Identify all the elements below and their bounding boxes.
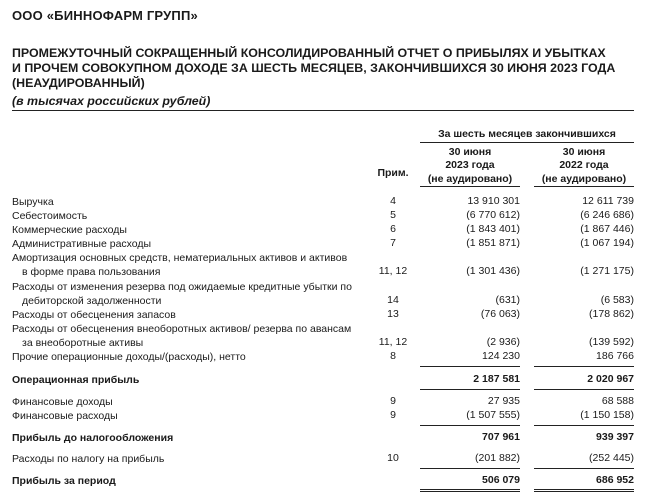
period-header: За шесть месяцев закончившихся: [438, 128, 616, 140]
row-value-2022: (252 445): [589, 452, 634, 464]
report-title-line: (НЕАУДИРОВАННЫЙ): [12, 76, 145, 90]
row-label: Прибыль до налогообложения: [12, 432, 174, 444]
row-label: Расходы от изменения резерва под ожидаемые кредитные убытки по: [12, 281, 352, 293]
grand-total-double-rule: [420, 489, 520, 492]
subtotal-rule: [534, 366, 634, 367]
row-value-2023: 707 961: [482, 431, 520, 443]
row-value-2022: 186 766: [596, 350, 634, 362]
row-value-2022: 686 952: [596, 474, 634, 486]
subtotal-rule: [534, 468, 634, 469]
period-header-rule: [420, 142, 634, 143]
column-header-line: (не аудировано): [541, 172, 627, 185]
row-value-2023: (1 851 871): [466, 237, 520, 249]
subtotal-rule: [420, 468, 520, 469]
row-note: 4: [390, 195, 396, 207]
row-label-continuation: за внеоборотные активы: [22, 337, 144, 349]
row-note: 13: [387, 308, 399, 320]
row-value-2023: (1 507 555): [466, 409, 520, 421]
subtotal-rule: [420, 366, 520, 367]
grand-total-double-rule: [534, 489, 634, 492]
subtotal-rule: [534, 389, 634, 390]
row-note: 10: [387, 452, 399, 464]
row-value-2022: (6 583): [600, 294, 634, 306]
row-value-2022: 2 020 967: [587, 373, 634, 385]
row-value-2023: (201 882): [475, 452, 520, 464]
units-underline: [12, 110, 634, 111]
row-value-2023: (631): [495, 294, 520, 306]
row-note: 11, 12: [378, 265, 408, 277]
row-value-2023: 27 935: [487, 395, 520, 407]
column-header-line: 2023 года: [445, 159, 495, 172]
row-value-2023: (1 301 436): [466, 265, 520, 277]
row-value-2022: (139 592): [589, 336, 634, 348]
row-value-2022: (1 067 194): [580, 237, 634, 249]
row-note: 5: [390, 209, 396, 221]
row-label: Расходы по налогу на прибыль: [12, 453, 165, 465]
row-value-2022: (178 862): [589, 308, 634, 320]
column-header-line: 30 июня: [562, 146, 606, 158]
row-label-continuation: дебиторской задолженности: [22, 295, 162, 307]
company-name: ООО «БИННОФАРМ ГРУПП»: [12, 8, 198, 23]
row-value-2022: (1 271 175): [580, 265, 634, 277]
column-header-line: 30 июня: [448, 146, 492, 158]
row-value-2022: 939 397: [596, 431, 634, 443]
row-label: Расходы от обесценения запасов: [12, 309, 176, 321]
subtotal-rule: [420, 389, 520, 390]
row-label: Себестоимость: [12, 210, 88, 222]
row-label: Прочие операционные доходы/(расходы), нетто: [12, 351, 246, 363]
row-note: 9: [390, 395, 396, 407]
row-value-2022: 12 611 739: [582, 195, 634, 207]
row-value-2023: (1 843 401): [466, 223, 520, 235]
row-label: Административные расходы: [12, 238, 152, 250]
note-column-header: Прим.: [377, 167, 409, 179]
row-label: Финансовые доходы: [12, 396, 113, 408]
column-header-line: (не аудировано): [427, 172, 513, 185]
column-header-rule: [534, 186, 634, 187]
row-label: Расходы от обесценения внеоборотных активов/ резерва по авансам: [12, 323, 352, 335]
column-header-2023: [420, 146, 520, 186]
row-value-2022: (1 867 446): [580, 223, 634, 235]
row-note: 14: [387, 294, 399, 306]
row-value-2023: (2 936): [486, 336, 520, 348]
row-note: 8: [390, 350, 396, 362]
row-note: 11, 12: [378, 336, 408, 348]
row-value-2023: (76 063): [480, 308, 520, 320]
row-note: 6: [390, 223, 396, 235]
row-value-2022: (1 150 158): [580, 409, 634, 421]
row-note: 9: [390, 409, 396, 421]
row-note: 7: [390, 237, 396, 249]
row-label: Выручка: [12, 196, 54, 208]
column-header-rule: [420, 186, 520, 187]
subtotal-rule: [534, 425, 634, 426]
report-title-line: И ПРОЧЕМ СОВОКУПНОМ ДОХОДЕ ЗА ШЕСТЬ МЕСЯЦЕВ, ЗАКОНЧИВШИХСЯ 30 ИЮНЯ 2023 ГОДА: [12, 61, 616, 75]
report-title-line: ПРОМЕЖУТОЧНЫЙ СОКРАЩЕННЫЙ КОНСОЛИДИРОВАННЫЙ ОТЧЕТ О ПРИБЫЛЯХ И УБЫТКАХ: [12, 46, 606, 60]
column-header-line: 2022 года: [559, 159, 609, 172]
row-value-2022: (6 246 686): [580, 209, 634, 221]
row-value-2023: (6 770 612): [466, 209, 520, 221]
row-value-2023: 13 910 301: [467, 195, 520, 207]
report-title: [12, 46, 642, 91]
row-label-continuation: в форме права пользования: [22, 266, 161, 278]
row-label: Прибыль за период: [12, 475, 116, 487]
row-value-2023: 506 079: [482, 474, 520, 486]
row-label: Амортизация основных средств, нематериальных активов и активов: [12, 252, 348, 264]
row-value-2023: 2 187 581: [473, 373, 520, 385]
row-value-2022: 68 588: [601, 395, 634, 407]
column-header-2022: [534, 146, 634, 186]
row-value-2023: 124 230: [482, 350, 520, 362]
row-label: Коммерческие расходы: [12, 224, 127, 236]
row-label: Операционная прибыль: [12, 374, 140, 386]
subtotal-rule: [420, 425, 520, 426]
row-label: Финансовые расходы: [12, 410, 118, 422]
units-note: (в тысячах российских рублей): [12, 94, 211, 108]
